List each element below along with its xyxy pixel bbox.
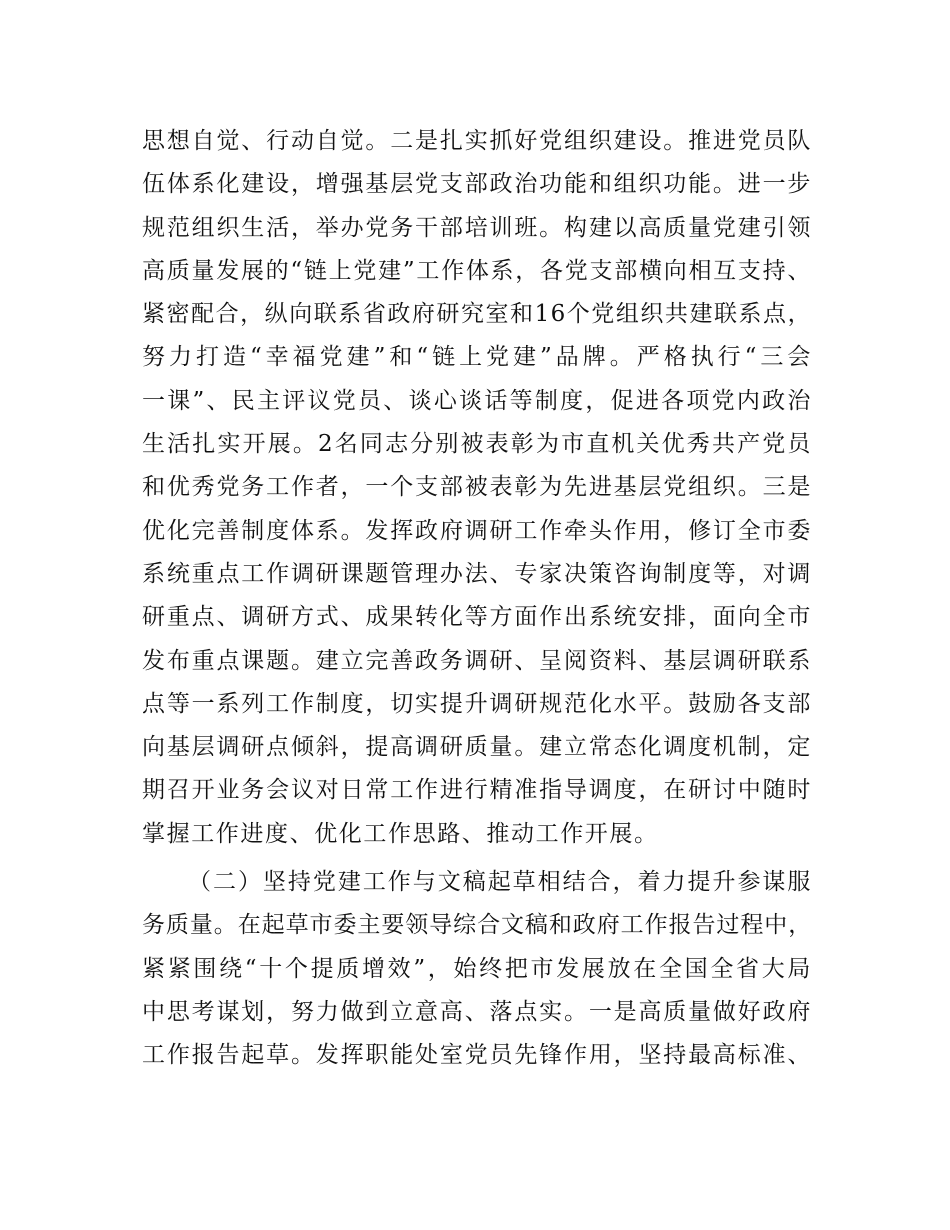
text-line: 掌握工作进度、优化工作思路、推动工作开展。 (142, 820, 659, 847)
text-line: 思想自觉、行动自觉。二是扎实抓好党组织建设。推进党员队 (142, 128, 812, 154)
text-line: 发布重点课题。建立完善政务调研、呈阅资料、基层调研联系 (142, 647, 812, 674)
text-line: 紧紧围绕“十个提质增效”，始终把市发展放在全国全省大局 (142, 955, 812, 982)
text-line: 规范组织生活，举办党务干部培训班。构建以高质量党建引领 (142, 214, 812, 241)
text-line: 务质量。在起草市委主要领导综合文稿和政府工作报告过程中， (142, 912, 812, 939)
text-line: 生活扎实开展。2名同志分别被表彰为市直机关优秀共产党员 (142, 431, 812, 458)
section-heading-line: （二）坚持党建工作与文稿起草相结合，着力提升参谋服 (188, 869, 812, 895)
text-line: 努力打造“幸福党建”和“链上党建”品牌。严格执行“三会 (142, 344, 812, 371)
text-line: 期召开业务会议对日常工作进行精准指导调度，在研讨中随时 (142, 777, 812, 804)
text-line: 和优秀党务工作者，一个支部被表彰为先进基层党组织。三是 (142, 474, 812, 501)
text-line: 系统重点工作调研课题管理办法、专家决策咨询制度等，对调 (142, 560, 812, 587)
text-line: 优化完善制度体系。发挥政府调研工作牵头作用，修订全市委 (142, 517, 812, 544)
text-line: 一课”、民主评议党员、谈心谈话等制度，促进各项党内政治 (142, 387, 812, 414)
text-line: 高质量发展的“链上党建”工作体系，各党支部横向相互支持、 (142, 257, 812, 284)
text-line: 研重点、调研方式、成果转化等方面作出系统安排，面向全市 (142, 604, 812, 631)
text-line: 中思考谋划，努力做到立意高、落点实。一是高质量做好政府 (142, 998, 812, 1025)
paragraph-party-building (142, 120, 812, 856)
text-line: 工作报告起草。发挥职能处室党员先锋作用，坚持最高标准、 (142, 1042, 812, 1069)
text-line: 向基层调研点倾斜，提高调研质量。建立常态化调度机制，定 (142, 734, 812, 761)
text-line: 点等一系列工作制度，切实提升调研规范化水平。鼓励各支部 (142, 690, 812, 717)
paragraph-drafting-service (142, 861, 812, 1077)
text-line: 伍体系化建设，增强基层党支部政治功能和组织功能。进一步 (142, 171, 812, 198)
text-line: 紧密配合，纵向联系省政府研究室和16个党组织共建联系点， (142, 301, 812, 328)
